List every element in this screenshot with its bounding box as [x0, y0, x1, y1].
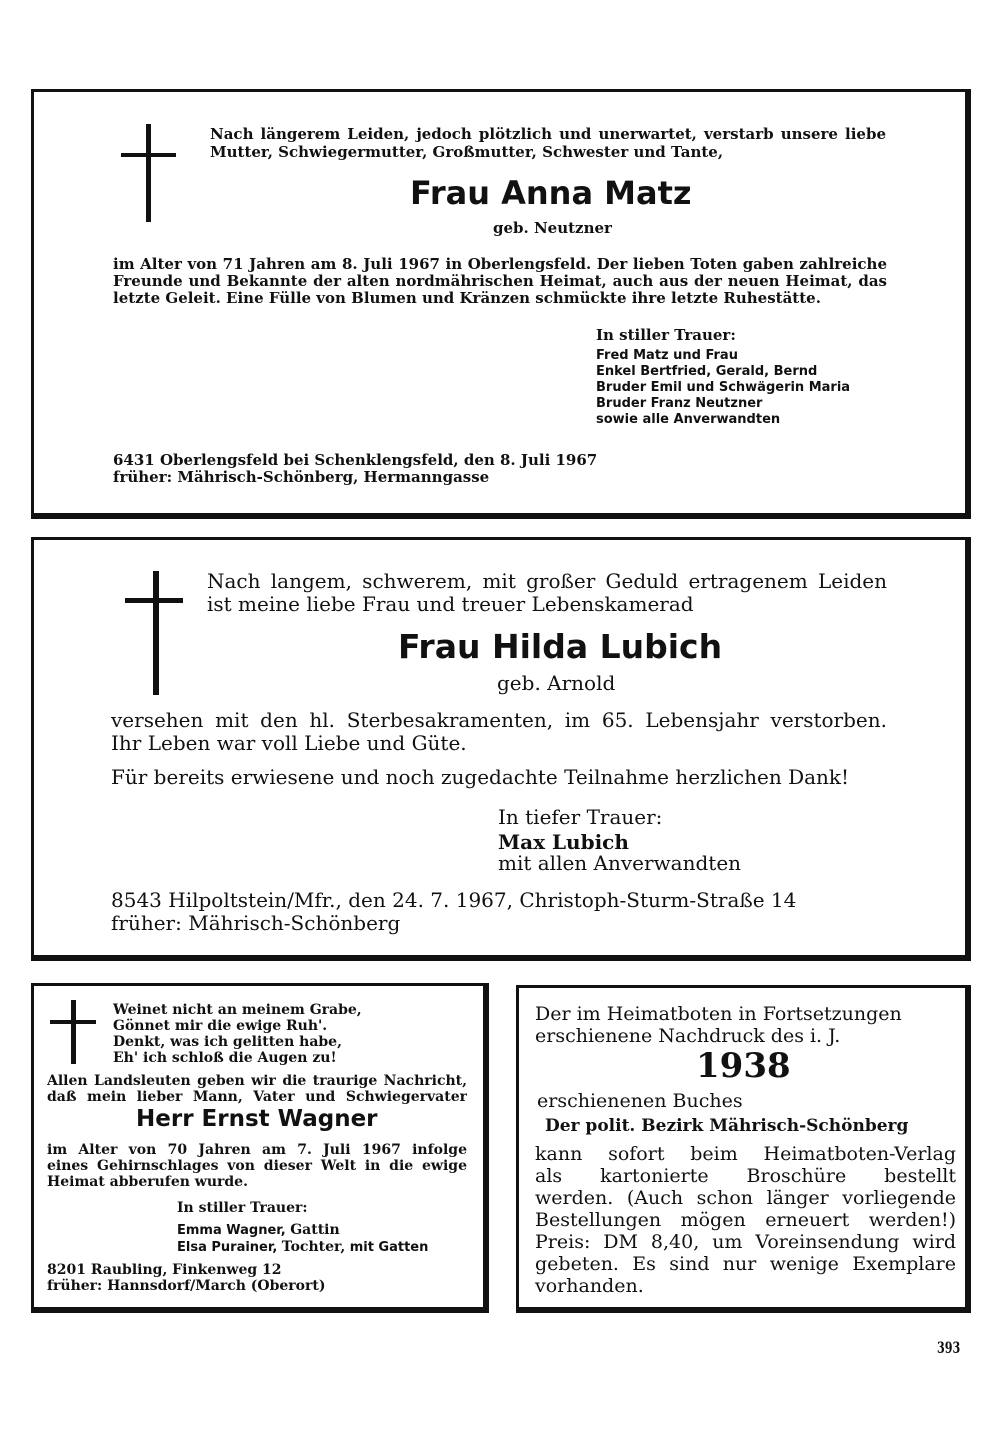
notice3-mourning-label: In stiller Trauer:	[177, 1200, 308, 1216]
notice4-body-7: vorhanden.	[535, 1275, 644, 1297]
cross-icon	[121, 124, 176, 224]
notice4-body-4: Bestellungen mögen erneuert werden!)	[535, 1209, 956, 1231]
notice3-place-2: früher: Hannsdorf/March (Oberort)	[47, 1278, 326, 1294]
notice2-place-1: 8543 Hilpoltstein/Mfr., den 24. 7. 1967, Christoph-Sturm-Straße 14	[111, 888, 797, 912]
notice1-body-3: letzte Geleit. Eine Fülle von Blumen und Kränzen schmückte ihre letzte Ruhestätte.	[113, 289, 821, 307]
notice1-intro-1: Nach längerem Leiden, jedoch plötzlich und unerwartet, verstarb unsere liebe	[210, 125, 886, 143]
notice3-verse-3: Denkt, was ich gelitten habe,	[113, 1034, 342, 1050]
cross-icon	[50, 1000, 96, 1066]
notice3-verse-2: Gönnet mir die ewige Ruh'.	[113, 1018, 328, 1034]
notice1-intro-2: Mutter, Schwiegermutter, Großmutter, Schwester und Tante,	[210, 143, 724, 161]
notice4-body-5: Preis: DM 8,40, um Voreinsendung wird	[535, 1231, 956, 1253]
notice2-intro-2: ist meine liebe Frau und treuer Lebenskamerad	[207, 592, 694, 616]
notice1-body-1: im Alter von 71 Jahren am 8. Juli 1967 in Oberlengsfeld. Der lieben Toten gaben zahlreiche	[113, 255, 887, 273]
notice4-body-6: gebeten. Es sind nur wenige Exemplare	[535, 1253, 956, 1275]
notice1-mourner-4: Bruder Franz Neutzner	[596, 396, 763, 411]
cross-icon	[125, 571, 183, 697]
notice3-body-1: im Alter von 70 Jahren am 7. Juli 1967 infolge	[47, 1142, 467, 1158]
notice3-name: Herr Ernst Wagner	[136, 1106, 378, 1132]
notice2-mourning-label: In tiefer Trauer:	[498, 805, 663, 829]
notice3-mourner-2	[177, 1239, 428, 1255]
notice3-body-3: Heimat abberufen wurde.	[47, 1174, 248, 1190]
notice3-verse-1: Weinet nicht an meinem Grabe,	[113, 1002, 362, 1018]
notice4-body-2: als kartonierte Broschüre bestellt	[535, 1165, 956, 1187]
notice3-mourner-1-relation: Gattin	[290, 1222, 340, 1238]
notice3-mourner-2-extra: mit Gatten	[349, 1240, 429, 1255]
notice2-body-2: Ihr Leben war voll Liebe und Güte.	[111, 731, 467, 755]
notice1-place-1: 6431 Oberlengsfeld bei Schenklengsfeld, den 8. Juli 1967	[113, 451, 598, 469]
notice2-intro-1: Nach langem, schwerem, mit großer Geduld ertragenem Leiden	[207, 569, 887, 593]
notice3-mourner-1	[177, 1222, 340, 1238]
notice3-mourner-2-relation: Tochter,	[281, 1239, 346, 1255]
notice4-line-1: Der im Heimatboten in Fortsetzungen	[535, 1003, 902, 1025]
notice2-mourner-extra: mit allen Anverwandten	[498, 851, 742, 875]
notice4-book-title: Der polit. Bezirk Mährisch-Schönberg	[545, 1116, 909, 1136]
notice3-body-2: eines Gehirnschlages von dieser Welt in die ewige	[47, 1158, 467, 1174]
notice1-mourner-5: sowie alle Anverwandten	[596, 412, 781, 427]
notice3-mourner-1-name: Emma Wagner,	[177, 1223, 286, 1238]
notice2-mourner-name: Max Lubich	[498, 830, 629, 854]
notice1-body-2: Freunde und Bekannte der alten nordmährischen Heimat, auch aus der neuen Heimat, das	[113, 272, 887, 290]
notice1-birth: geb. Neutzner	[493, 219, 612, 237]
notice4-after-year: erschienenen Buches	[537, 1090, 743, 1112]
notice2-place-2: früher: Mährisch-Schönberg	[111, 911, 401, 935]
notice2-thanks: Für bereits erwiesene und noch zugedachte Teilnahme herzlichen Dank!	[111, 765, 850, 789]
notice1-mourner-1: Fred Matz und Frau	[596, 348, 738, 363]
notice1-name: Frau Anna Matz	[410, 174, 692, 212]
notice2-name: Frau Hilda Lubich	[398, 627, 723, 666]
notice1-place-2: früher: Mährisch-Schönberg, Hermanngasse	[113, 468, 490, 486]
notice4-body-1: kann sofort beim Heimatboten-Verlag	[535, 1143, 956, 1165]
notice3-intro-2: daß mein lieber Mann, Vater und Schwiegervater	[47, 1089, 467, 1105]
notice3-intro-1: Allen Landsleuten geben wir die traurige Nachricht,	[47, 1073, 467, 1089]
notice2-body-1: versehen mit den hl. Sterbesakramenten, im 65. Lebensjahr verstorben.	[111, 708, 887, 732]
notice3-verse-4: Eh' ich schloß die Augen zu!	[113, 1050, 337, 1066]
notice4-line-2: erschienene Nachdruck des i. J.	[535, 1025, 841, 1047]
notice3-place-1: 8201 Raubling, Finkenweg 12	[47, 1262, 282, 1278]
notice1-mourner-2: Enkel Bertfried, Gerald, Bernd	[596, 364, 818, 379]
notice3-mourner-2-name: Elsa Purainer,	[177, 1240, 278, 1255]
notice1-mourning-label: In stiller Trauer:	[596, 326, 736, 344]
page-number: 393	[937, 1338, 961, 1357]
notice4-body-3: werden. (Auch schon länger vorliegende	[535, 1187, 956, 1209]
notice2-birth: geb. Arnold	[497, 671, 616, 695]
notice1-mourner-3: Bruder Emil und Schwägerin Maria	[596, 380, 851, 395]
notice4-year: 1938	[696, 1046, 791, 1086]
